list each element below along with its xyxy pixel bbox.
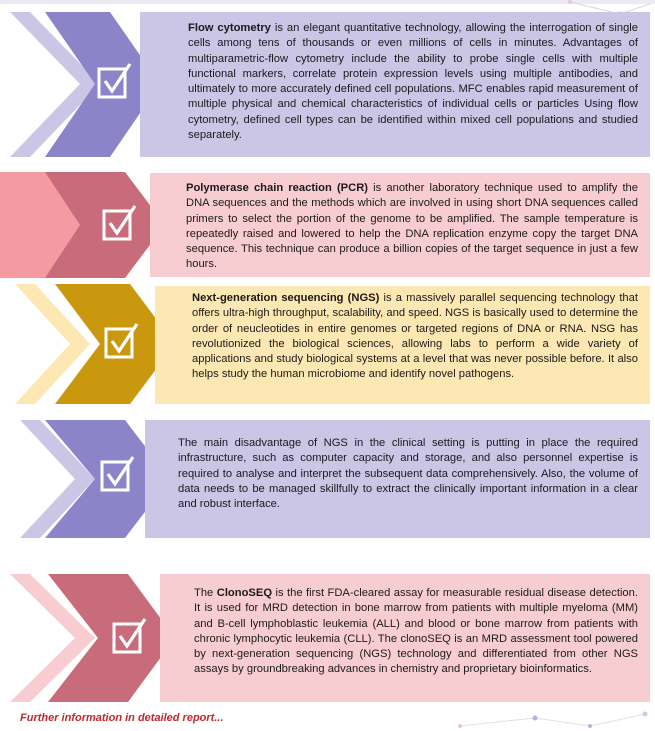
clonoseq-text-box: [160, 574, 650, 702]
card-ngs: [0, 284, 655, 406]
check-box-icon: [97, 61, 133, 101]
flow-cytometry-text-box: [140, 12, 650, 157]
disadvantage-body: The main disadvantage of NGS in the clinical setting is putting in place the required infrastructure, such as computer capacity and storage, and also personnel expertise is required to analyse and interpret the subsequent data comprehensively. Also, the volume of data needs to be managed skillfully to extract the clinically important information in a clear and robust interface.: [178, 437, 638, 511]
pcr-text-box: [150, 173, 650, 277]
check-box-icon: [112, 616, 148, 656]
pcr-body: is another laboratory technique used to amplify the DNA sequences and the methods which are involved in using short DNA sequences called primers to select the portion of the genome to be amplified. The sample temperature is repeatedly raised and lowered to help the DNA replication enzyme copy the target DNA sequence. This technique can produce a billion copies of the target sequence in just a few hours.: [186, 182, 638, 271]
ngs-body: is a massively parallel sequencing technology that offers ultra-high throughput, scalability, and speed. NGS is basically used to determine the order of neucleotides in entire genomes or targeted regions of DNA or RNA. NSG has revolutionized the biological sciences, allowing labs to perform a wide variety of applications and study biological systems at a level that was never possible before. It also helps study the human microbiome and identify novel pathogens.: [192, 292, 638, 381]
check-box-icon: [104, 321, 140, 361]
card-clonoseq: [0, 574, 655, 704]
card-flow-cytometry: [0, 12, 655, 160]
flow-cytometry-title: Flow cytometry: [188, 22, 271, 34]
flow-cytometry-body: is an elegant quantitative technology, allowing the interrogation of single cells among tens of thousands or even millions of cells in minutes. Advantages of multiparametric-flow cytometry include the ability to probe single cells with multiple functional markers, correlate protein expression levels using multiple antibodies, and ultimately to more accurately defined cell populations. MFC enables rapid measurement of multiple physical and chemical characteristics of individual cells or particles Using flow cytometry, defined cell types can be identified within mixed cell populations and studied separately.: [188, 22, 638, 142]
card-ngs-disadvantage: [0, 420, 655, 540]
check-box-icon: [100, 454, 136, 494]
pcr-title: Polymerase chain reaction (PCR): [186, 182, 369, 194]
decorative-dots-bottom: [440, 700, 655, 731]
top-divider: [0, 0, 655, 4]
clonoseq-body: is the first FDA-cleared assay for measurable residual disease detection. It is used for MRD detection in bone marrow from patients with multiple myeloma (MM) and B-cell lymphoblastic leukemia (ALL) and blood or bone marrow from patients with chronic lymphocytic leukemia (CLL). The clonoSEQ is an MRD assessment tool powered by next-generation sequencing (NGS) technology and differentiated from other NGS assays by groundbreaking advances in chemistry and proprietary bioinformatics.: [194, 587, 638, 676]
rose-chevron-arrow: [0, 172, 175, 278]
disadvantage-text-box: [145, 420, 650, 538]
clonoseq-prefix: The: [194, 587, 217, 599]
check-box-icon: [102, 203, 138, 243]
further-information-note: Further information in detailed report...: [20, 712, 224, 724]
purple-chevron-arrow: [0, 12, 160, 157]
clonoseq-title: ClonoSEQ: [216, 587, 273, 599]
ngs-text-box: [155, 286, 650, 404]
rose-chevron-arrow: [0, 574, 180, 702]
gold-chevron-arrow: [0, 284, 180, 404]
ngs-title: Next-generation sequencing (NGS): [192, 292, 380, 304]
card-pcr: [0, 172, 655, 280]
